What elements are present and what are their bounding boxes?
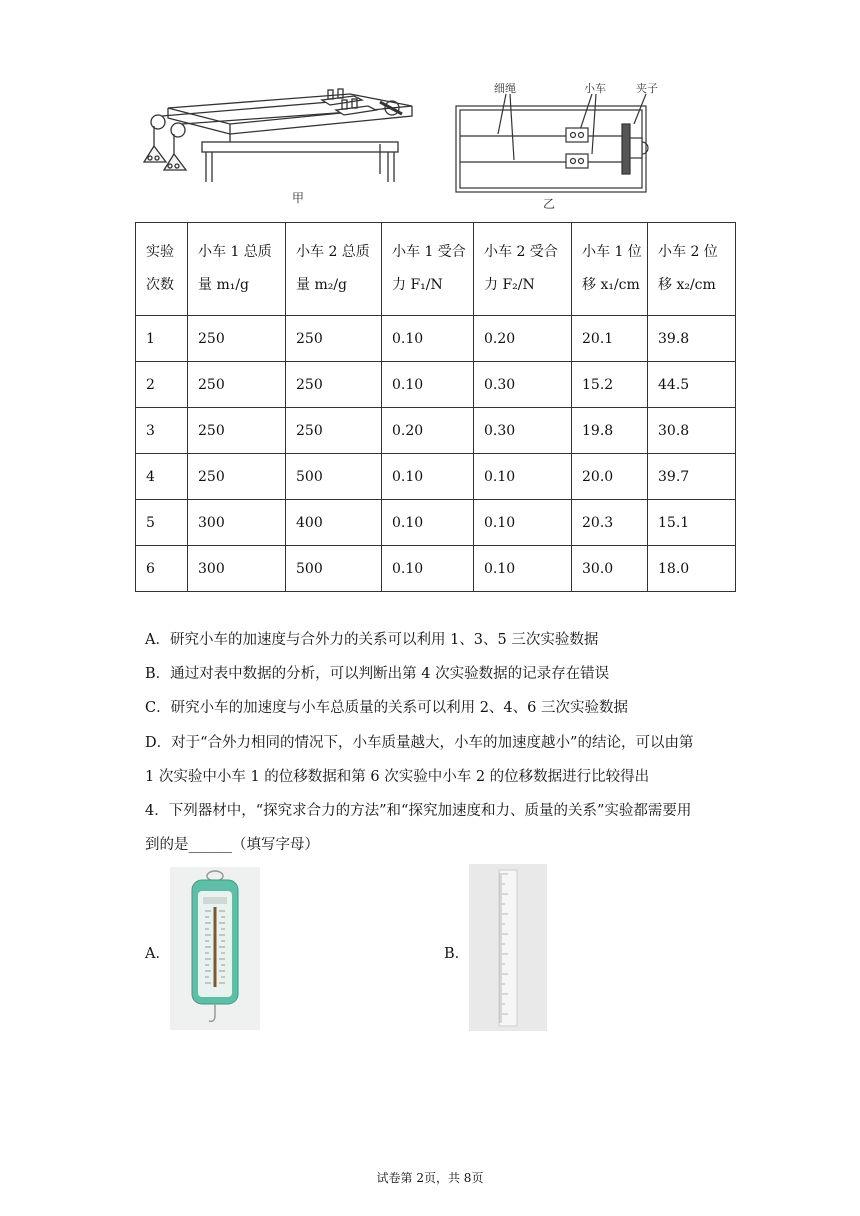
- table-cell: 15.2: [572, 362, 648, 408]
- table-cell: 5: [136, 500, 188, 546]
- table-cell: 250: [188, 454, 286, 500]
- header-cell-m1: 小车 1 总质 量 m₁/g: [188, 223, 286, 316]
- table-cell: 19.8: [572, 408, 648, 454]
- figure-yi-label-rope: 细绳: [494, 82, 516, 95]
- table-cell: 0.10: [382, 454, 474, 500]
- table-cell: 500: [286, 454, 382, 500]
- ruler-image: [469, 864, 547, 1031]
- option-d-text-line1: D．对于“合外力相同的情况下，小车质量越大，小车的加速度越小”的结论，可以由第: [145, 735, 694, 751]
- option-b-text: B．通过对表中数据的分析，可以判断出第 4 次实验数据的记录存在错误: [145, 666, 610, 682]
- table-cell: 4: [136, 454, 188, 500]
- table-cell: 20.1: [572, 316, 648, 362]
- table-cell: 500: [286, 546, 382, 592]
- header-cell-f1: 小车 1 受合 力 F₁/N: [382, 223, 474, 316]
- table-cell: 300: [188, 546, 286, 592]
- table-cell: 250: [286, 316, 382, 362]
- table-cell: 15.1: [648, 500, 736, 546]
- table-cell: 0.10: [382, 500, 474, 546]
- experiment-data-table: [135, 222, 736, 592]
- choice-b-label: B．: [444, 946, 470, 962]
- table-cell: 400: [286, 500, 382, 546]
- table-row: [136, 546, 736, 592]
- table-cell: 44.5: [648, 362, 736, 408]
- table-row: [136, 500, 736, 546]
- table-cell: 39.7: [648, 454, 736, 500]
- option-d-text-line2: 1 次实验中小车 1 的位移数据和第 6 次实验中小车 2 的位移数据进行比较得出: [145, 769, 650, 785]
- table-header-row: [136, 223, 736, 316]
- table-row: [136, 316, 736, 362]
- table-cell: 2: [136, 362, 188, 408]
- table-cell: 30.0: [572, 546, 648, 592]
- header-cell-x2: 小车 2 位 移 x₂/cm: [648, 223, 736, 316]
- table-row: [136, 408, 736, 454]
- table-cell: 250: [188, 408, 286, 454]
- question4-text-line2: 到的是______（填写字母）: [145, 837, 319, 853]
- table-cell: 0.30: [474, 362, 572, 408]
- figure-jia-apparatus: [140, 86, 420, 214]
- table-cell: 6: [136, 546, 188, 592]
- table-cell: 250: [188, 316, 286, 362]
- table-cell: 18.0: [648, 546, 736, 592]
- table-cell: 250: [188, 362, 286, 408]
- page-footer: 试卷第 2页，共 8页: [376, 1171, 484, 1185]
- question4-text-line1: 4．下列器材中，“探究求合力的方法”和“探究加速度和力、质量的关系”实验都需要用: [145, 803, 692, 819]
- option-c-text: C．研究小车的加速度与小车总质量的关系可以利用 2、4、6 三次实验数据: [145, 700, 628, 716]
- table-cell: 250: [286, 408, 382, 454]
- table-row: [136, 454, 736, 500]
- header-cell-f2: 小车 2 受合 力 F₂/N: [474, 223, 572, 316]
- table-cell: 0.20: [382, 408, 474, 454]
- table-cell: 250: [286, 362, 382, 408]
- table-cell: 0.10: [474, 546, 572, 592]
- table-cell: 30.8: [648, 408, 736, 454]
- table-cell: 0.10: [382, 316, 474, 362]
- figure-yi-label-cart: 小车: [584, 82, 606, 95]
- table-cell: 20.3: [572, 500, 648, 546]
- table-cell: 0.10: [474, 454, 572, 500]
- table-cell: 0.10: [382, 362, 474, 408]
- table-cell: 300: [188, 500, 286, 546]
- figure-yi-label-clip: 夹子: [636, 82, 658, 95]
- figure-yi-topview: [450, 80, 660, 212]
- header-cell-x1: 小车 1 位 移 x₁/cm: [572, 223, 648, 316]
- table-cell: 0.10: [474, 500, 572, 546]
- table-cell: 0.30: [474, 408, 572, 454]
- spring-scale-image: [170, 867, 260, 1030]
- option-a-text: A．研究小车的加速度与合外力的关系可以利用 1、3、5 三次实验数据: [145, 632, 599, 648]
- figure-jia-caption: 甲: [292, 191, 305, 205]
- table-cell: 0.10: [382, 546, 474, 592]
- table-cell: 1: [136, 316, 188, 362]
- table-cell: 0.20: [474, 316, 572, 362]
- header-cell-m2: 小车 2 总质 量 m₂/g: [286, 223, 382, 316]
- table-cell: 20.0: [572, 454, 648, 500]
- table-cell: 39.8: [648, 316, 736, 362]
- table-cell: 3: [136, 408, 188, 454]
- table-row: [136, 362, 736, 408]
- choice-a-label: A．: [145, 946, 170, 962]
- figure-yi-caption: 乙: [543, 197, 556, 211]
- header-cell-trial: 实验 次数: [136, 223, 188, 316]
